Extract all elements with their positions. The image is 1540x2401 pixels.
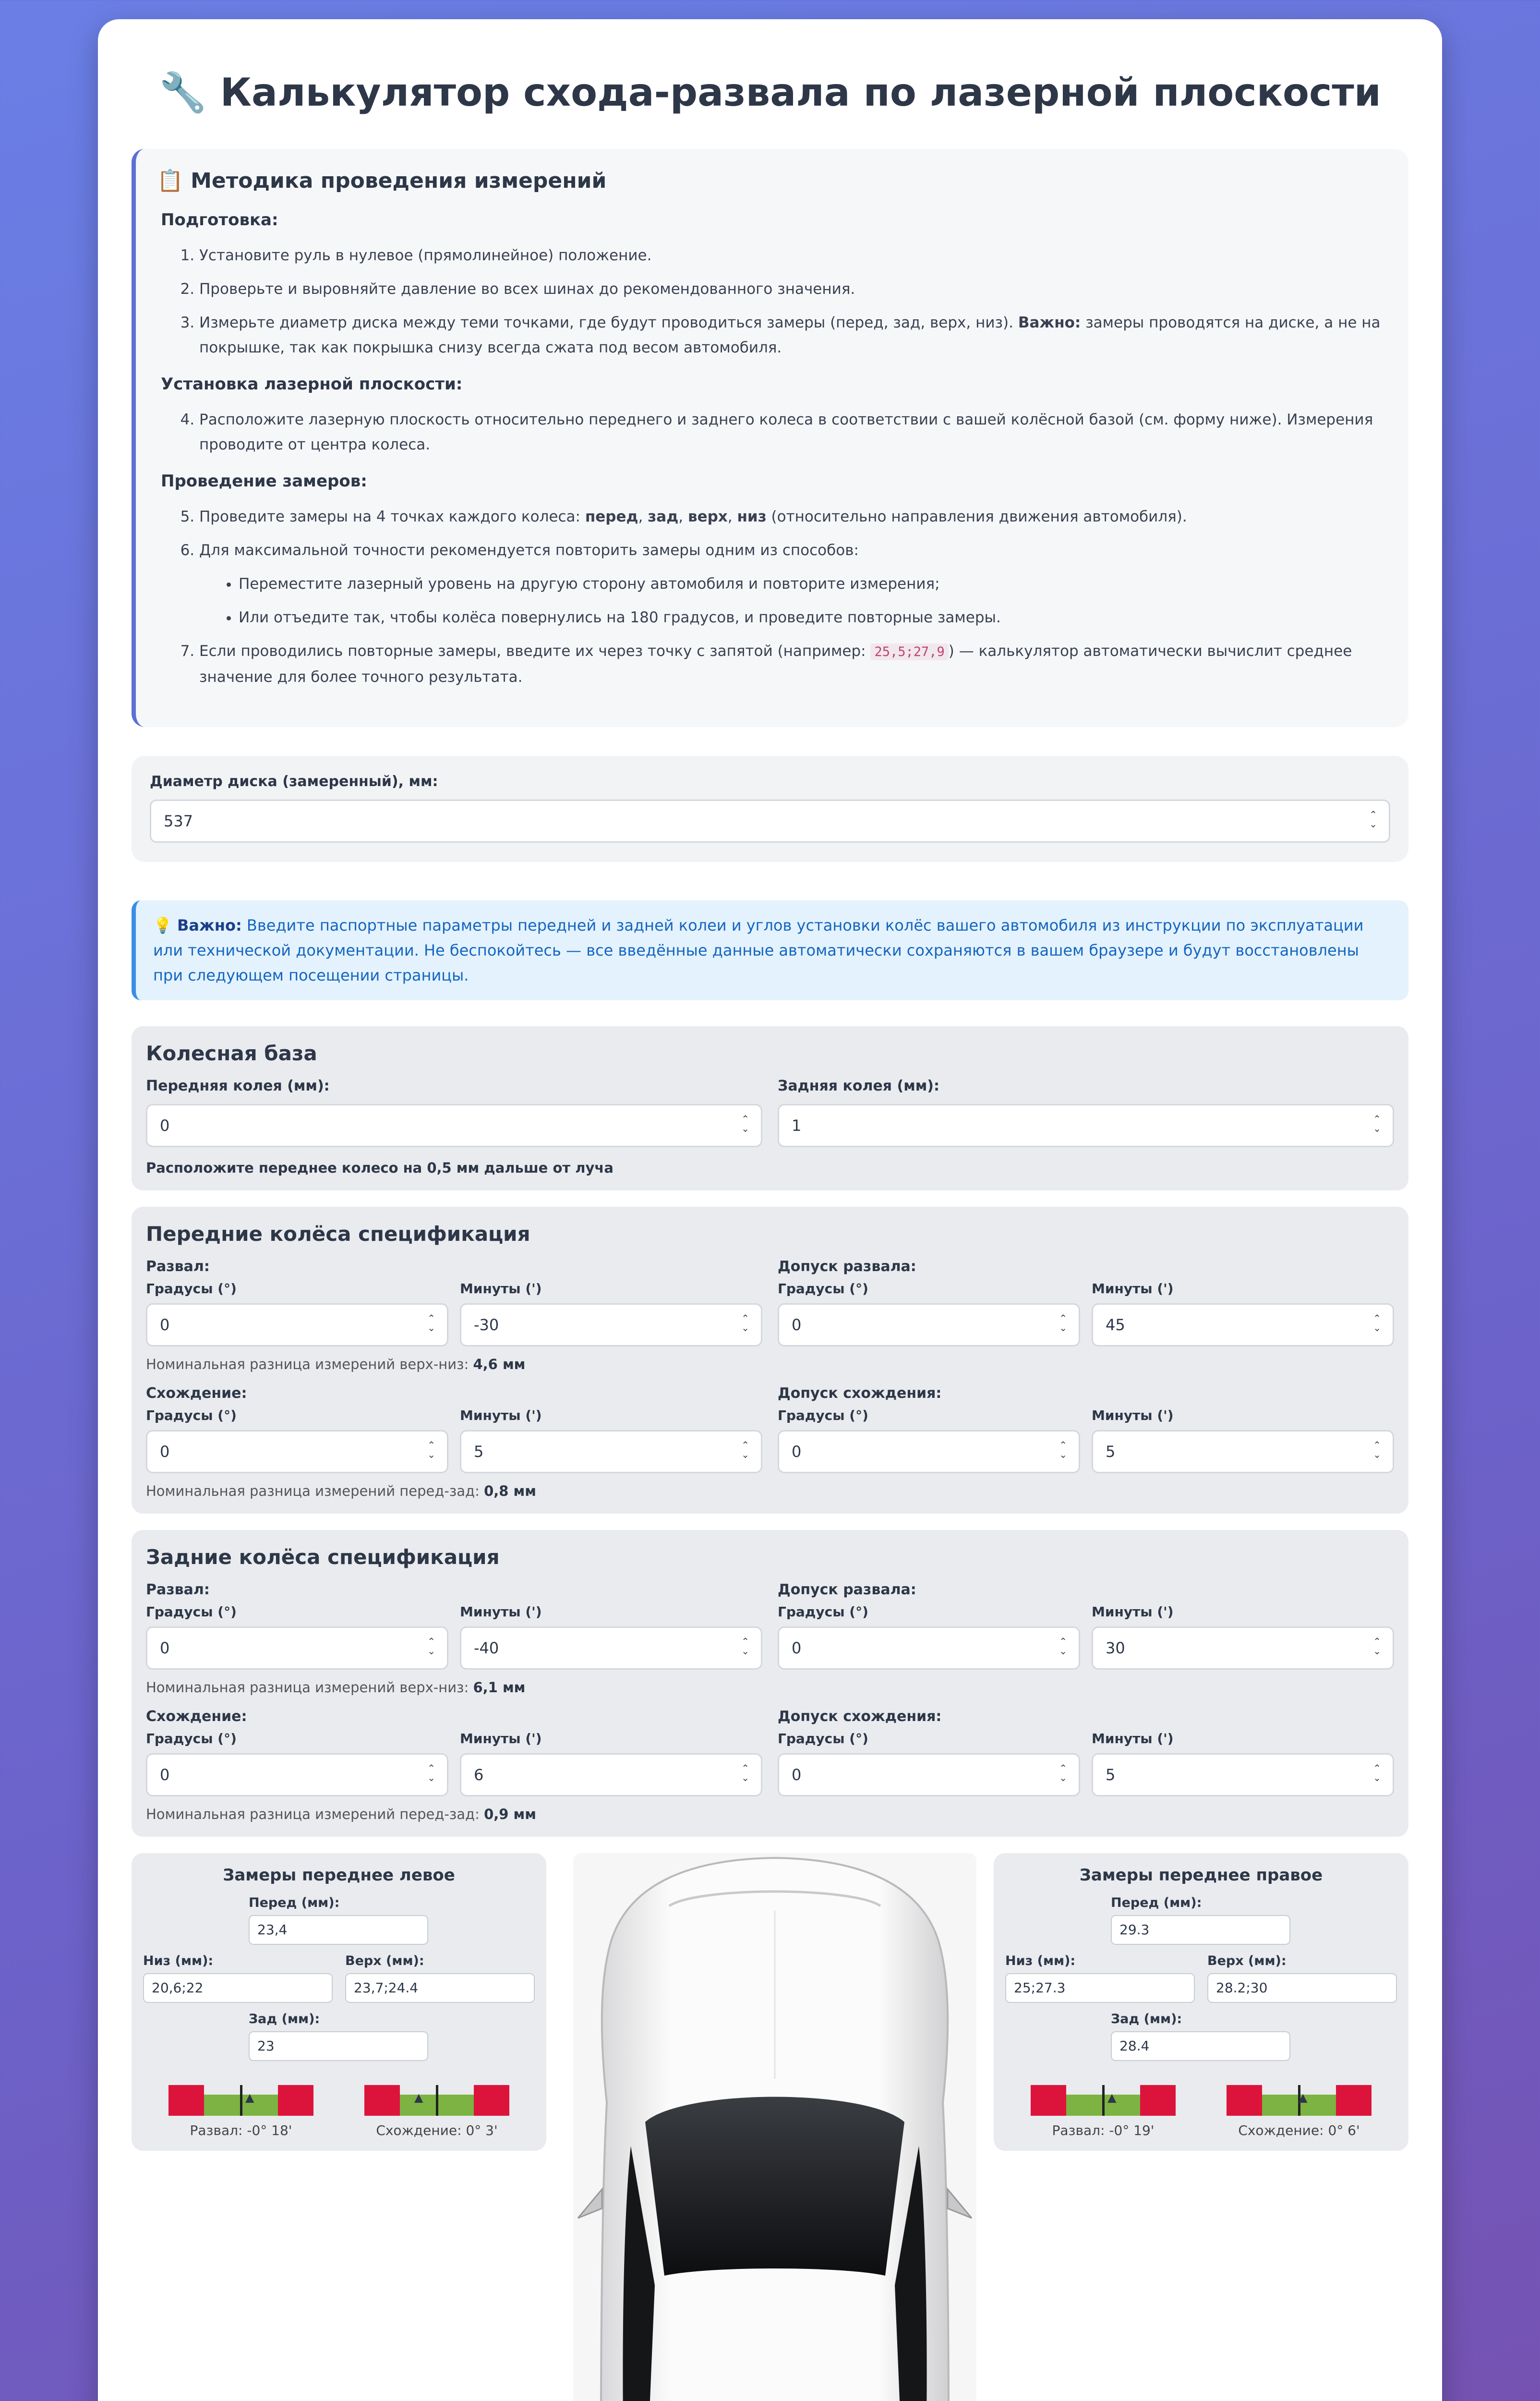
front-camber-tol-deg-input[interactable]: 0 ⌃ ⌄: [778, 1303, 1080, 1346]
front-track-label: Передняя колея (мм):: [146, 1078, 330, 1094]
front-toe-tol-min-label: Минуты ('): [1092, 1407, 1174, 1423]
fl-rear-label: Зад (мм):: [249, 2012, 320, 2026]
fl-toe-gauge: [364, 2085, 509, 2116]
steps-list-3: [178, 504, 1387, 690]
rear-track-input[interactable]: 1 ⌃ ⌄: [778, 1104, 1394, 1147]
fr-camber-result: Развал: -0° 19': [1052, 2122, 1155, 2138]
step-6-option-b: • Или отъедите так, чтобы колёса повернулись на 180 градусов, и проведите повторные замеры.: [239, 605, 1387, 630]
fl-camber-result: Развал: -0° 18': [190, 2122, 292, 2138]
fl-top-input[interactable]: 23,7;24.4: [345, 1973, 535, 2003]
fl-front-input[interactable]: 23,4: [249, 1915, 428, 1945]
step-7-tail: ) — калькулятор автоматически вычислит среднее значение для более точного результата.: [199, 643, 1352, 686]
prep-heading: Подготовка:: [161, 210, 278, 230]
step-1: 1. Установите руль в нулевое (прямолинейное) положение.: [199, 243, 1387, 268]
laser-heading: Установка лазерной плоскости:: [161, 375, 463, 394]
rear-camber-deg-input[interactable]: 0 ⌃ ⌄: [146, 1626, 448, 1670]
fl-camber-gauge: [168, 2085, 313, 2116]
rear-spec-section: [132, 1530, 1408, 1837]
rear-vn-value: 6,1 мм: [473, 1679, 526, 1696]
rear-camber-tol-min-input[interactable]: 30 ⌃ ⌄: [1092, 1626, 1394, 1670]
step-5-front: перед: [585, 508, 638, 525]
step-5-rear: зад: [648, 508, 679, 525]
step-7-text: Если проводились повторные замеры, введите их через точку с запятой (например:: [199, 643, 866, 660]
method-title: 📋 Методика проведения измерений: [157, 169, 607, 193]
front-camber-tol-min-label: Минуты ('): [1092, 1281, 1174, 1297]
step-3: [199, 310, 1387, 360]
fl-camber-marker: ▲: [245, 2091, 254, 2104]
example-code: 25,5;27,9: [870, 643, 948, 660]
front-vn-value: 4,6 мм: [473, 1356, 526, 1372]
rear-camber-min-label: Минуты ('): [460, 1604, 542, 1620]
fl-toe-marker: ▲: [414, 2091, 423, 2104]
rear-spec-title: Задние колёса спецификация: [146, 1545, 500, 1569]
front-toe-tol-min-input[interactable]: 5 ⌃ ⌄: [1092, 1430, 1394, 1473]
front-camber-deg-input[interactable]: 0 ⌃ ⌄: [146, 1303, 448, 1346]
measurement-area: [132, 1853, 1408, 2401]
front-toe-deg-input[interactable]: 0 ⌃ ⌄: [146, 1430, 448, 1473]
wheel-front-left: [132, 1853, 546, 2151]
fl-front-label: Перед (мм):: [249, 1895, 340, 1910]
front-camber-deg-label: Градусы (°): [146, 1281, 237, 1297]
step-7: [199, 639, 1387, 690]
fl-bottom-input[interactable]: 20,6;22: [143, 1973, 333, 2003]
steps-list-2: [178, 407, 1387, 457]
step-6-option-a: • Переместите лазерный уровень на другую сторону автомобиля и повторите измерения;: [239, 571, 1387, 596]
front-camber-tol-label: Допуск развала:: [778, 1258, 916, 1275]
steps-list: [178, 243, 1387, 360]
step-4: 4. Расположите лазерную плоскость относительно переднего и заднего колеса в соответствии с вашей колёсной базой (см. форму ниже). Измерения проводите от центра колеса.: [199, 407, 1387, 457]
rear-camber-tol-deg-label: Градусы (°): [778, 1604, 868, 1620]
notice-bold: Важно:: [177, 916, 242, 934]
fl-bottom-label: Низ (мм):: [143, 1953, 214, 1968]
fr-toe-result: Схождение: 0° 6': [1238, 2122, 1360, 2138]
front-camber-min-label: Минуты ('): [460, 1281, 542, 1297]
wheelbase-title: Колесная база: [146, 1042, 317, 1065]
wheel-front-right: [994, 1853, 1408, 2151]
fr-camber-gauge: [1031, 2085, 1176, 2116]
step-5-top: верх: [687, 508, 728, 525]
front-toe-deg-label: Градусы (°): [146, 1407, 237, 1423]
car-top-view-image: [573, 1853, 976, 2401]
rear-toe-label: Схождение:: [146, 1708, 247, 1725]
fl-rear-input[interactable]: 23: [249, 2031, 428, 2061]
front-pz-value: 0,8 мм: [484, 1483, 536, 1499]
front-camber-tol-deg-label: Градусы (°): [778, 1281, 868, 1297]
step-5-text: Проведите замеры на 4 точках каждого колеса:: [199, 508, 580, 525]
front-spec-section: [132, 1207, 1408, 1514]
fr-bottom-label: Низ (мм):: [1005, 1953, 1076, 1968]
step-3-important: Важно:: [1018, 314, 1081, 331]
front-toe-min-input[interactable]: 5 ⌃ ⌄: [460, 1430, 762, 1473]
fr-rear-label: Зад (мм):: [1111, 2012, 1182, 2026]
front-camber-tol-min-input[interactable]: 45 ⌃ ⌄: [1092, 1303, 1394, 1346]
step-3-text: Измерьте диаметр диска между теми точками, где будут проводиться замеры (перед, зад, верх, низ).: [199, 314, 1013, 331]
step-6-options: [218, 571, 1387, 630]
step-6-text: Для максимальной точности рекомендуется повторить замеры одним из способов:: [199, 542, 859, 559]
front-vn-hint-label: Номинальная разница измерений верх-низ:: [146, 1356, 469, 1372]
rear-toe-tol-deg-label: Градусы (°): [778, 1731, 868, 1746]
rear-toe-min-input[interactable]: 6 ⌃ ⌄: [460, 1753, 762, 1796]
meas-heading: Проведение замеров:: [161, 472, 367, 491]
rear-track-label: Задняя колея (мм):: [778, 1078, 939, 1094]
fl-title: Замеры переднее левое: [223, 1866, 455, 1885]
rear-toe-deg-label: Градусы (°): [146, 1731, 237, 1746]
rear-camber-label: Развал:: [146, 1581, 210, 1598]
front-track-input[interactable]: 0 ⌃ ⌄: [146, 1104, 762, 1147]
important-notice: 💡 Важно: Введите паспортные параметры передней и задней колеи и углов установки колёс вашего автомобиля из инструкции по эксплуатации или технической документации. Не беспокойтесь — все введённые данные автоматически сохраняются в вашем браузере и будут восстановлены при следующем посещении страницы.: [132, 900, 1408, 1000]
rear-toe-min-label: Минуты ('): [460, 1731, 542, 1746]
rear-camber-tol-deg-input[interactable]: 0 ⌃ ⌄: [778, 1626, 1080, 1670]
wheelbase-section: [132, 1026, 1408, 1190]
front-vn-hint: [146, 1356, 1394, 1372]
rear-pz-hint: [146, 1806, 1394, 1822]
page-title: 🔧 Калькулятор схода-развала по лазерной плоскости: [159, 70, 1381, 115]
fl-top-label: Верх (мм):: [345, 1953, 424, 1968]
front-toe-label: Схождение:: [146, 1385, 247, 1402]
rear-toe-deg-input[interactable]: 0 ⌃ ⌄: [146, 1753, 448, 1796]
front-camber-label: Развал:: [146, 1258, 210, 1275]
fr-front-label: Перед (мм):: [1111, 1895, 1202, 1910]
rear-toe-tol-label: Допуск схождения:: [778, 1708, 942, 1725]
fr-toe-gauge: [1227, 2085, 1372, 2116]
rear-camber-tol-label: Допуск развала:: [778, 1581, 916, 1598]
fr-camber-marker: ▲: [1107, 2091, 1117, 2104]
fr-top-label: Верх (мм):: [1207, 1953, 1287, 1968]
rear-vn-hint: [146, 1679, 1394, 1696]
fr-bottom-input[interactable]: 25;27.3: [1005, 1973, 1195, 2003]
step-5-bottom: низ: [737, 508, 767, 525]
main-card: [98, 19, 1442, 2401]
front-toe-tol-deg-input[interactable]: 0 ⌃ ⌄: [778, 1430, 1080, 1473]
step-2: 2. Проверьте и выровняйте давление во всех шинах до рекомендованного значения.: [199, 277, 1387, 302]
method-section: [132, 149, 1408, 727]
fr-rear-input[interactable]: 28.4: [1111, 2031, 1290, 2061]
step-3-tail: замеры проводятся на диске, а не на покрышке, так как покрышка снизу всегда сжата под весом автомобиля.: [199, 314, 1381, 356]
wheelbase-hint: Расположите переднее колесо на 0,5 мм дальше от луча: [146, 1160, 614, 1176]
rear-pz-value: 0,9 мм: [484, 1806, 536, 1822]
rear-camber-deg-label: Градусы (°): [146, 1604, 237, 1620]
notice-text: Введите паспортные параметры передней и задней колеи и углов установки колёс вашего автомобиля из инструкции по эксплуатации или технической документации. Не беспокойтесь — все введённые данные автоматически сохраняются в вашем браузере и будут восстановлены при следующем посещении страницы.: [153, 916, 1364, 984]
fr-front-input[interactable]: 29.3: [1111, 1915, 1290, 1945]
rear-camber-tol-min-label: Минуты ('): [1092, 1604, 1174, 1620]
front-toe-min-label: Минуты ('): [460, 1407, 542, 1423]
fl-toe-result: Схождение: 0° 3': [376, 2122, 498, 2138]
disk-diameter-label: Диаметр диска (замеренный), мм:: [150, 773, 438, 790]
front-toe-tol-label: Допуск схождения:: [778, 1385, 942, 1402]
step-5: 5. Проведите замеры на 4 точках каждого колеса: перед, зад, верх, низ (относительно направления движения автомобиля).: [199, 504, 1387, 529]
front-pz-hint: [146, 1483, 1394, 1499]
disk-diameter-input[interactable]: 537 ⌃ ⌄: [150, 800, 1390, 843]
rear-camber-min-input[interactable]: -40 ⌃ ⌄: [460, 1626, 762, 1670]
step-5-tail: (относительно направления движения автомобиля).: [771, 508, 1187, 525]
front-pz-hint-label: Номинальная разница измерений перед-зад:: [146, 1483, 480, 1499]
rear-pz-hint-label: Номинальная разница измерений перед-зад:: [146, 1806, 480, 1822]
front-toe-tol-deg-label: Градусы (°): [778, 1407, 868, 1423]
fr-toe-marker: ▲: [1299, 2091, 1308, 2104]
step-6: [199, 538, 1387, 630]
rear-toe-tol-deg-input[interactable]: 0 ⌃ ⌄: [778, 1753, 1080, 1796]
fr-title: Замеры переднее правое: [1079, 1866, 1323, 1885]
rear-toe-tol-min-label: Минуты ('): [1092, 1731, 1174, 1746]
rear-vn-hint-label: Номинальная разница измерений верх-низ:: [146, 1679, 469, 1696]
rear-toe-tol-min-input[interactable]: 5 ⌃ ⌄: [1092, 1753, 1394, 1796]
front-spec-title: Передние колёса спецификация: [146, 1222, 530, 1246]
disk-diameter-section: [132, 756, 1408, 862]
fr-top-input[interactable]: 28.2;30: [1207, 1973, 1397, 2003]
front-camber-min-input[interactable]: -30 ⌃ ⌄: [460, 1303, 762, 1346]
